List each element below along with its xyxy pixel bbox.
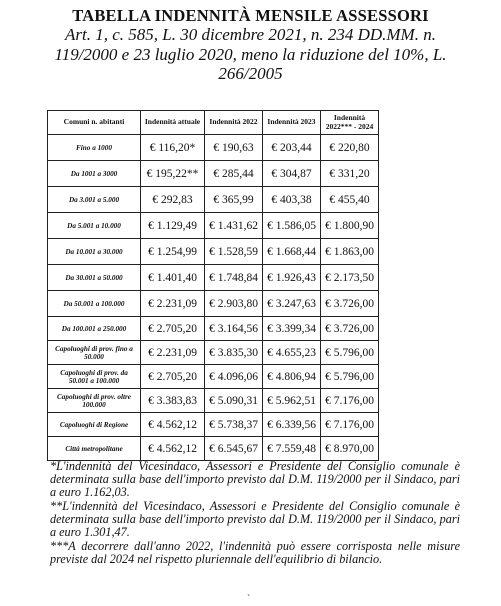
page-title: TABELLA INDENNITÀ MENSILE ASSESSORI xyxy=(72,6,429,25)
value-cell: € 285,44 xyxy=(205,161,263,187)
value-cell: € 1.528,59 xyxy=(205,239,263,265)
row-label: Da 10.001 a 30.000 xyxy=(48,239,141,265)
table-row xyxy=(48,365,379,389)
footnotes xyxy=(50,460,460,567)
value-cell: € 4.806,94 xyxy=(263,365,321,389)
table-row xyxy=(48,437,379,461)
row-label: Da 3.001 a 5.000 xyxy=(48,187,141,213)
table-row xyxy=(48,161,379,187)
value-cell: € 4.655,23 xyxy=(263,341,321,365)
table-row xyxy=(48,317,379,341)
table-row xyxy=(48,239,379,265)
table-row xyxy=(48,291,379,317)
allowance-table xyxy=(47,110,379,461)
value-cell: € 5.796,00 xyxy=(321,365,379,389)
row-label: Fino a 1000 xyxy=(48,135,141,161)
value-cell: € 1.254,99 xyxy=(141,239,205,265)
header-cell: Indennità attuale xyxy=(141,111,205,135)
value-cell: € 2.903,80 xyxy=(205,291,263,317)
footnote: ***A decorrere dall'anno 2022, l'indennità può essere corrisposta nelle misure previste dal 2024 nel rispetto pluriennale dell'equilibrio di bilancio. xyxy=(50,539,460,566)
value-cell: € 1.586,05 xyxy=(263,213,321,239)
footnote: **L'indennità del Vicesindaco, Assessori e Presidente del Consiglio comunale è determinata sulla base dell'importo previsto dal D.M. 119/2000 per il Sindaco, pari a euro 1.301,47. xyxy=(50,499,460,539)
value-cell: € 1.748,84 xyxy=(205,265,263,291)
value-cell: € 5.796,00 xyxy=(321,341,379,365)
row-label: Capoluoghi di Regione xyxy=(48,413,141,437)
value-cell: € 7.559,48 xyxy=(263,437,321,461)
header-cell: Indennità 2022 xyxy=(205,111,263,135)
value-cell: € 5.090,31 xyxy=(205,389,263,413)
table-row xyxy=(48,413,379,437)
value-cell: € 2.231,09 xyxy=(141,291,205,317)
value-cell: € 5.738,37 xyxy=(205,413,263,437)
table-row xyxy=(48,213,379,239)
table-body xyxy=(48,135,379,461)
value-cell: € 3.399,34 xyxy=(263,317,321,341)
row-label: Capoluoghi di prov. oltre 100.000 xyxy=(48,389,141,413)
value-cell: € 3.164,56 xyxy=(205,317,263,341)
value-cell: € 116,20* xyxy=(141,135,205,161)
value-cell: € 6.545,67 xyxy=(205,437,263,461)
value-cell: € 1.129,49 xyxy=(141,213,205,239)
value-cell: € 3.726,00 xyxy=(321,317,379,341)
table-row xyxy=(48,265,379,291)
value-cell: € 195,22** xyxy=(141,161,205,187)
row-label: Città metropolitane xyxy=(48,437,141,461)
value-cell: € 5.962,51 xyxy=(263,389,321,413)
row-label: Da 100.001 a 250.000 xyxy=(48,317,141,341)
value-cell: € 190,63 xyxy=(205,135,263,161)
value-cell: € 304,87 xyxy=(263,161,321,187)
row-label: Capoluoghi di prov. fino a 50.000 xyxy=(48,341,141,365)
value-cell: € 2.705,20 xyxy=(141,365,205,389)
value-cell: € 403,38 xyxy=(263,187,321,213)
value-cell: € 365,99 xyxy=(205,187,263,213)
value-cell: € 203,44 xyxy=(263,135,321,161)
header-cell: Comuni n. abitanti xyxy=(48,111,141,135)
value-cell: € 1.668,44 xyxy=(263,239,321,265)
value-cell: € 1.401,40 xyxy=(141,265,205,291)
table-header-row xyxy=(48,111,379,135)
footnote: *L'indennità del Vicesindaco, Assessori e Presidente del Consiglio comunale è determinata sulla base dell'importo previsto dal D.M. 119/2000 per il Sindaco, pari a euro 1.162,03. xyxy=(50,459,460,499)
value-cell: € 292,83 xyxy=(141,187,205,213)
value-cell: € 3.247,63 xyxy=(263,291,321,317)
value-cell: € 7.176,00 xyxy=(321,389,379,413)
row-label: Capoluoghi di prov. da 50.001 a 100.000 xyxy=(48,365,141,389)
page-mark: ` xyxy=(247,594,251,605)
value-cell: € 2.231,09 xyxy=(141,341,205,365)
table-row xyxy=(48,341,379,365)
row-label: Da 50.001 a 100.000 xyxy=(48,291,141,317)
table-row xyxy=(48,389,379,413)
value-cell: € 2.705,20 xyxy=(141,317,205,341)
header-cell: Indennità 2022*** - 2024 xyxy=(321,111,379,135)
row-label: Da 5.001 a 10.000 xyxy=(48,213,141,239)
page-subtitle: Art. 1, c. 585, L. 30 dicembre 2021, n. 234 DD.MM. n. 119/2000 e 23 luglio 2020, meno la riduzione del 10%, L. 266/2005 xyxy=(54,25,447,83)
value-cell: € 4.562,12 xyxy=(141,413,205,437)
value-cell: € 220,80 xyxy=(321,135,379,161)
value-cell: € 455,40 xyxy=(321,187,379,213)
row-label: Da 30.001 a 50.000 xyxy=(48,265,141,291)
value-cell: € 2.173,50 xyxy=(321,265,379,291)
value-cell: € 1.863,00 xyxy=(321,239,379,265)
value-cell: € 331,20 xyxy=(321,161,379,187)
header-cell: Indennità 2023 xyxy=(263,111,321,135)
value-cell: € 1.926,43 xyxy=(263,265,321,291)
header xyxy=(0,6,501,84)
value-cell: € 3.835,30 xyxy=(205,341,263,365)
value-cell: € 4.096,06 xyxy=(205,365,263,389)
value-cell: € 1.800,90 xyxy=(321,213,379,239)
value-cell: € 4.562,12 xyxy=(141,437,205,461)
value-cell: € 7.176,00 xyxy=(321,413,379,437)
table-row xyxy=(48,187,379,213)
value-cell: € 1.431,62 xyxy=(205,213,263,239)
value-cell: € 3.726,00 xyxy=(321,291,379,317)
value-cell: € 6.339,56 xyxy=(263,413,321,437)
value-cell: € 3.383,83 xyxy=(141,389,205,413)
row-label: Da 1001 a 3000 xyxy=(48,161,141,187)
value-cell: € 8.970,00 xyxy=(321,437,379,461)
table-row xyxy=(48,135,379,161)
